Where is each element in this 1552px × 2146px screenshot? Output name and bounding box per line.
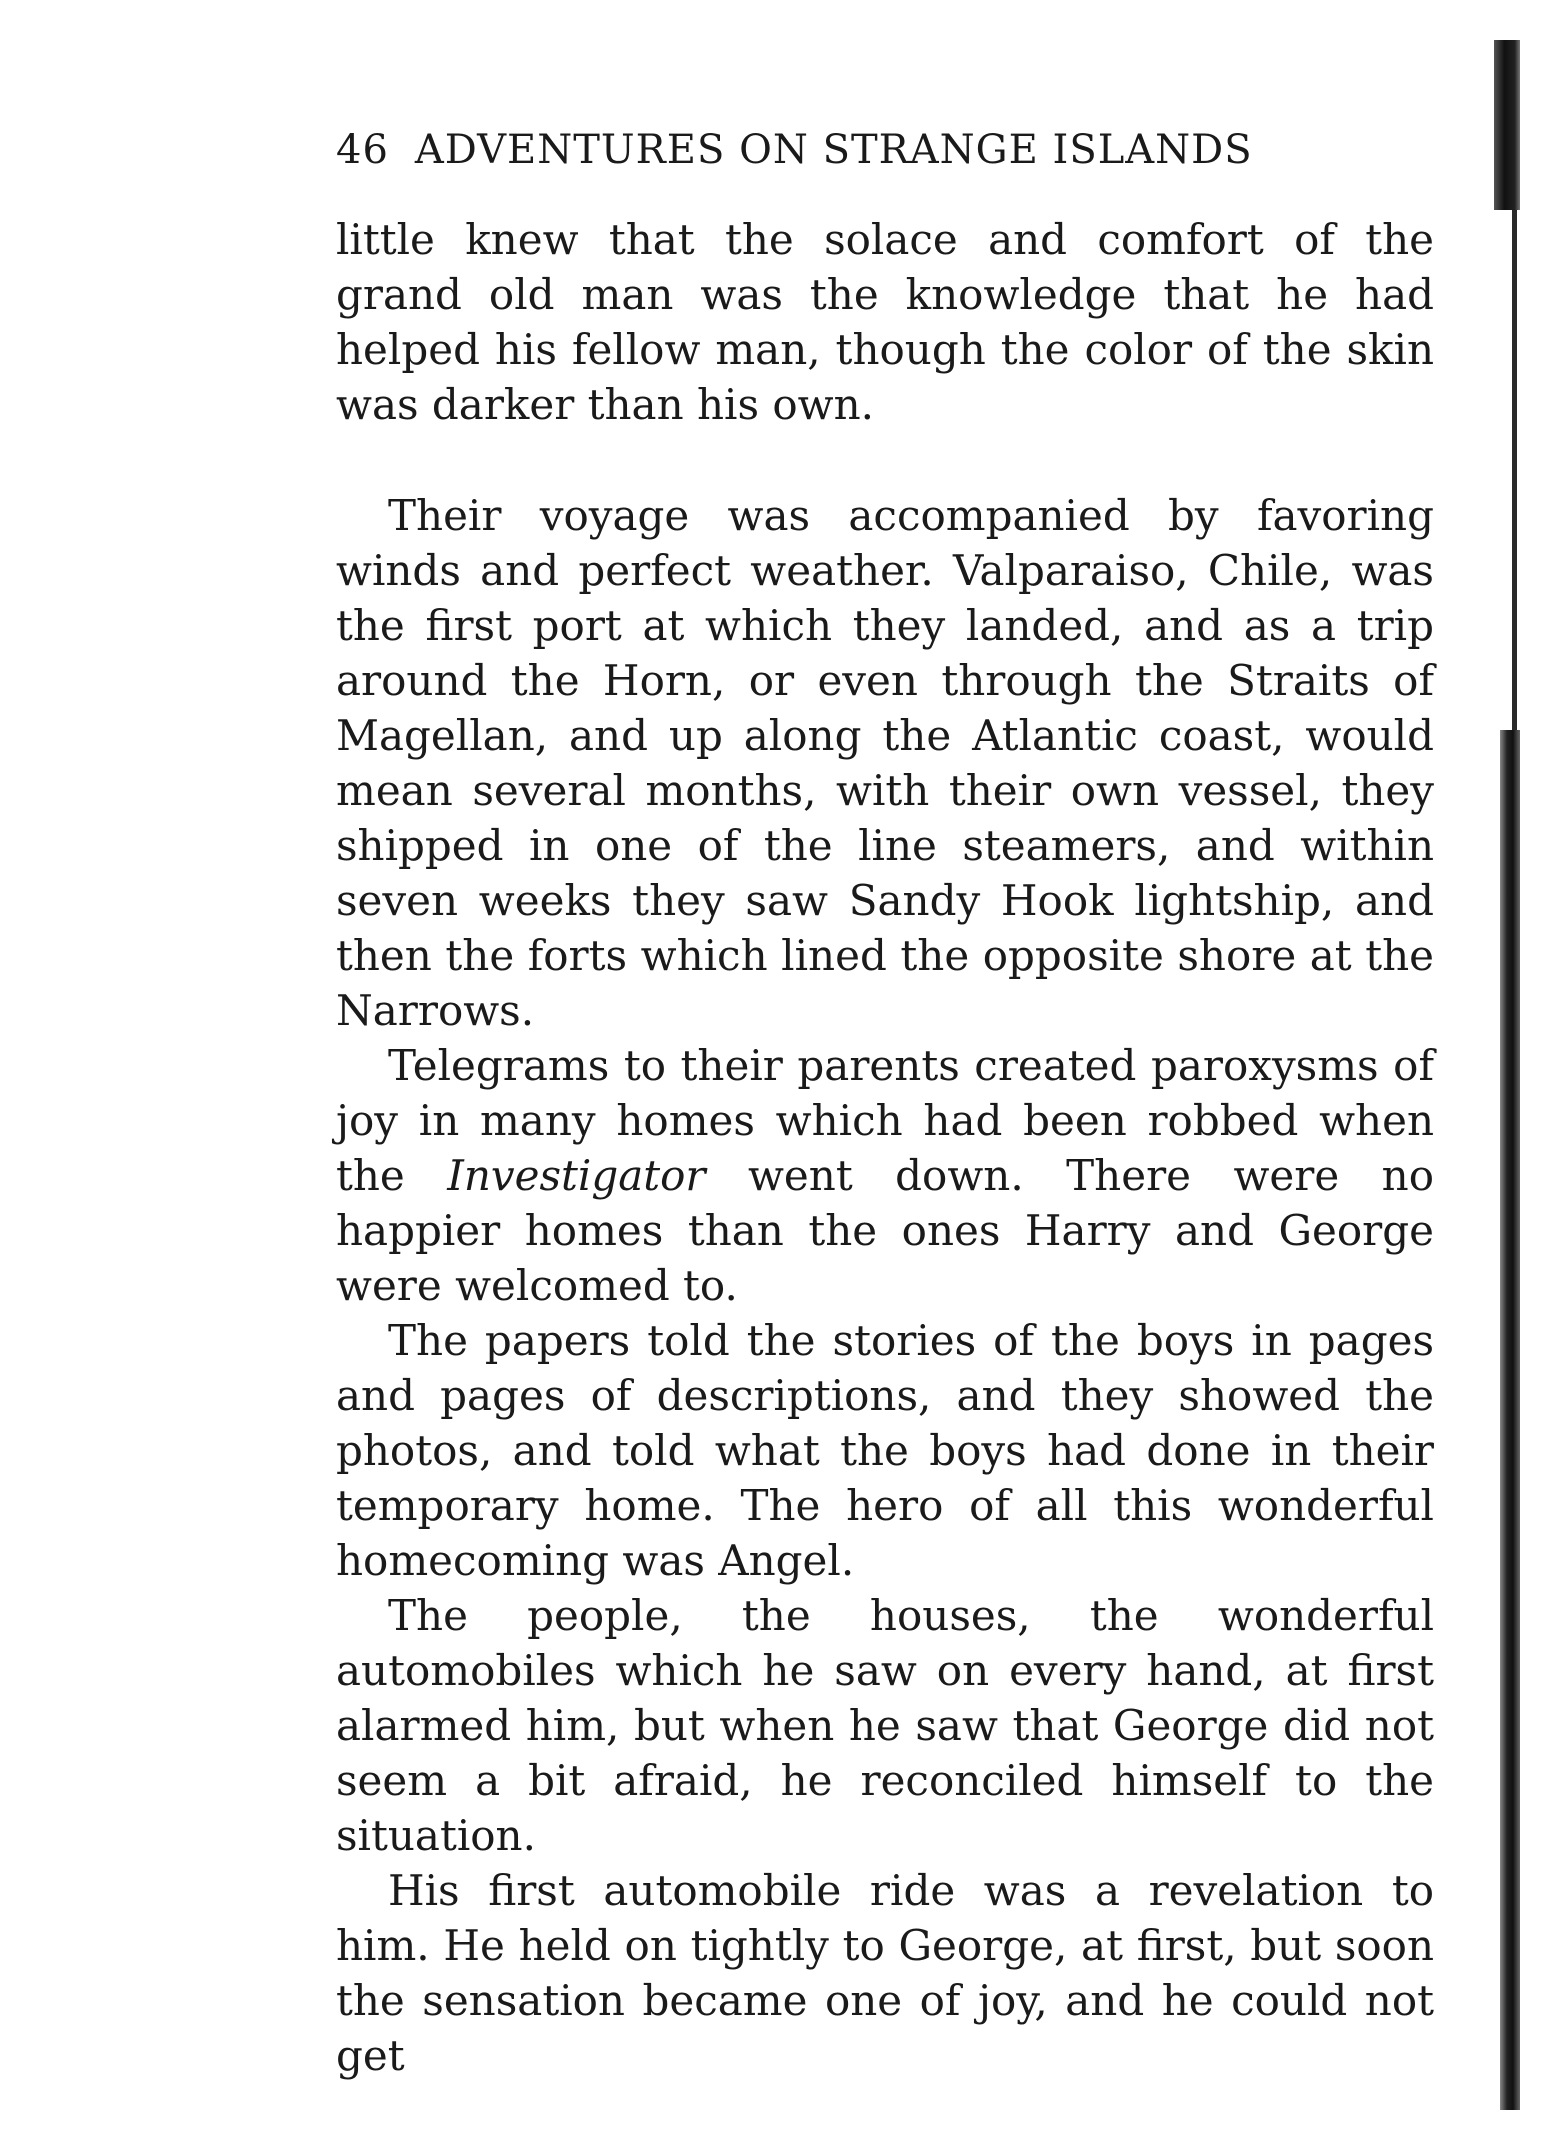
telegrams-text-start: Telegrams to their parents created paroxysms of joy in many homes which had been robbed when the [336,1041,1434,1200]
binding-shadow-top [1494,40,1520,210]
paragraph-continued: little knew that the solace and comfort of the grand old man was the knowledge that he had helped his fellow man, though the color of the skin was darker than his own. [336,215,1434,429]
paragraph-papers: The papers told the stories of the boys in pages and pages of descriptions, and they showed the photos, and told what the boys had done in their temporary home. The hero of all this wonderful homecoming was Angel. [336,1316,1434,1585]
paragraph-automobile: His first automobile ride was a revelation to him. He held on tightly to George, at first, but soon the sensation became one of joy, and he could not get [336,1866,1434,2080]
binding-shadow [1494,40,1524,2120]
ship-name: Investigator [447,1151,706,1200]
page-number: 46 [336,127,389,173]
body-text [336,212,1434,2083]
paragraph-telegrams [336,1038,1434,1313]
binding-shadow-line [1512,210,1517,730]
telegrams-text-end: went down. There were no happier homes than the ones Harry and George were welcomed to. [336,1151,1434,1310]
running-title: ADVENTURES ON STRANGE ISLANDS [414,127,1253,173]
running-header [336,120,1436,180]
paragraph-voyage: Their voyage was accompanied by favoring winds and perfect weather. Valparaiso, Chile, was the first port at which they landed, and as a trip around the Horn, or even through the Straits of Magellan, and up along the Atlantic coast, would mean several months, with their own vessel, they shipped in one of the line steamers, and within seven weeks they saw Sandy Hook lightship, and then the forts which lined the opposite shore at the Narrows. [336,491,1434,1035]
paragraph-people: The people, the houses, the wonderful automobiles which he saw on every hand, at first alarmed him, but when he saw that George did not seem a bit afraid, he reconciled himself to the situation. [336,1591,1434,1860]
binding-shadow-bottom [1500,730,1520,2110]
